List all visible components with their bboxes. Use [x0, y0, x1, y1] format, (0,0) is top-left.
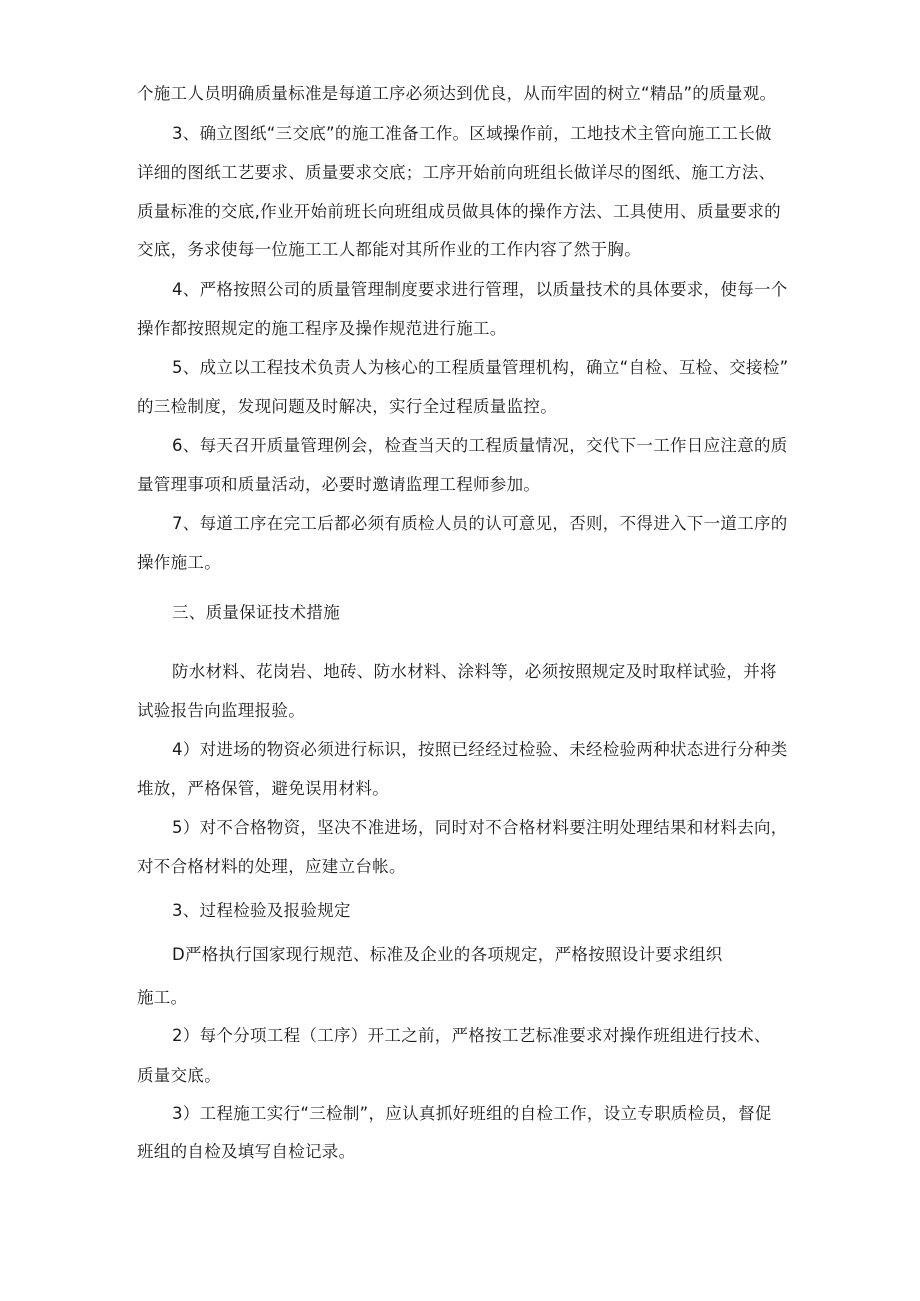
paragraph-line: 5）对不合格物资，坚决不准进场，同时对不合格材料要注明处理结果和材料去向， [172, 818, 788, 837]
paragraph-line: 7、每道工序在完工后都必须有质检人员的认可意见，否则，不得进入下一道工序的 [172, 514, 788, 533]
paragraph-line: 3、确立图纸“三交底”的施工准备工作。区域操作前，工地技术主管向施工工长做 [172, 124, 772, 143]
paragraph-line: 质量标准的交底,作业开始前班长向班组成员做具体的操作方法、工具使用、质量要求的 [137, 202, 781, 221]
paragraph-line: 交底，务求使每一位施工工人都能对其所作业的工作内容了然于胸。 [137, 240, 641, 259]
paragraph-line: D严格执行国家现行规范、标准及企业的各项规定，严格按照设计要求组织 [172, 945, 723, 964]
paragraph-line: 量管理事项和质量活动，必要时邀请监理工程师参加。 [137, 475, 541, 494]
paragraph-line: 6、每天召开质量管理例会，检查当天的工程质量情况，交代下一工作日应注意的质 [172, 436, 788, 455]
paragraph-line: 试验报告向监理报验。 [137, 701, 305, 720]
paragraph-line: 5、成立以工程技术负责人为核心的工程质量管理机构，确立“自检、互检、交接检” [172, 358, 789, 377]
paragraph-line: 班组的自检及填写自检记录。 [137, 1142, 356, 1161]
paragraph-line: 2）每个分项工程（工序）开工之前，严格按工艺标准要求对操作班组进行技术、 [172, 1026, 771, 1045]
paragraph-line: 施工。 [137, 988, 188, 1007]
paragraph-line: 质量交底。 [137, 1066, 221, 1085]
paragraph-line: 详细的图纸工艺要求、质量要求交底；工序开始前向班组长做详尽的图纸、施工方法、 [137, 163, 776, 182]
paragraph-line: 3）工程施工实行“三检制”，应认真抓好班组的自检工作，设立专职质检员，督促 [172, 1104, 772, 1123]
paragraph-line: 堆放，严格保管，避免误用材料。 [137, 779, 389, 798]
paragraph-line: 操作施工。 [137, 553, 221, 572]
paragraph-line: 4）对进场的物资必须进行标识，按照已经经过检验、未经检验两种状态进行分种类 [172, 740, 788, 759]
subsection-heading: 3、过程检验及报验规定 [172, 901, 351, 920]
paragraph-line: 个施工人员明确质量标准是每道工序必须达到优良，从而牢固的树立“精品”的质量观。 [137, 84, 777, 103]
paragraph-line: 的三检制度，发现问题及时解决，实行全过程质量监控。 [137, 397, 557, 416]
paragraph-line: 防水材料、花岗岩、地砖、防水材料、涂料等，必须按照规定及时取样试验，并将 [172, 662, 777, 681]
paragraph-line: 对不合格材料的处理，应建立台帐。 [137, 857, 406, 876]
paragraph-line: 4、严格按照公司的质量管理制度要求进行管理，以质量技术的具体要求，使每一个 [172, 280, 788, 299]
section-heading: 三、质量保证技术措施 [172, 603, 340, 622]
paragraph-line: 操作都按照规定的施工程序及操作规范进行施工。 [137, 319, 507, 338]
